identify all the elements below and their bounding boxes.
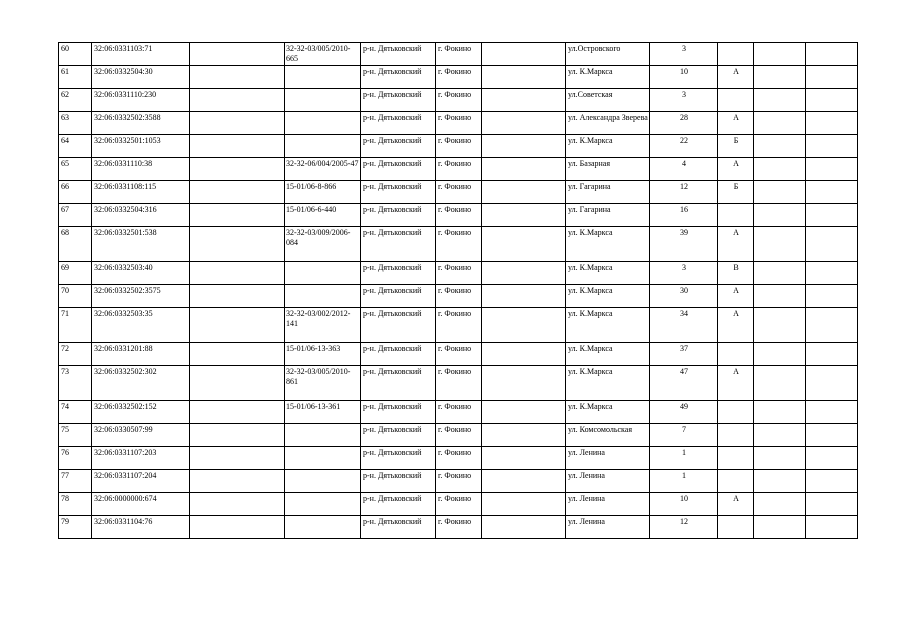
district-cell: р-н. Дятьковский — [361, 89, 436, 112]
street-cell: ул. Комсомольская — [566, 424, 650, 447]
empty-cell — [754, 447, 806, 470]
district-cell: р-н. Дятьковский — [361, 227, 436, 262]
district-cell: р-н. Дятьковский — [361, 135, 436, 158]
house-number-cell: 49 — [650, 401, 718, 424]
empty-cell — [806, 158, 858, 181]
empty-cell — [754, 285, 806, 308]
empty-cell — [754, 470, 806, 493]
table-row — [59, 204, 858, 227]
row-number-cell: 62 — [59, 89, 92, 112]
registration-number-cell — [285, 447, 361, 470]
city-cell: г. Фокино — [436, 66, 482, 89]
empty-cell — [190, 285, 285, 308]
cadastral-number-cell: 32:06:0332502:3575 — [92, 285, 190, 308]
city-cell: г. Фокино — [436, 43, 482, 66]
building-letter-cell — [718, 470, 754, 493]
row-number-cell: 76 — [59, 447, 92, 470]
building-letter-cell: Б — [718, 181, 754, 204]
street-cell: ул. Гагарина — [566, 181, 650, 204]
building-letter-cell: А — [718, 285, 754, 308]
street-cell: ул. Ленина — [566, 470, 650, 493]
house-number-cell: 3 — [650, 89, 718, 112]
street-cell: ул. Базарная — [566, 158, 650, 181]
building-letter-cell: В — [718, 262, 754, 285]
empty-cell — [806, 493, 858, 516]
empty-cell — [754, 262, 806, 285]
building-letter-cell — [718, 343, 754, 366]
empty-cell — [754, 227, 806, 262]
registration-number-cell — [285, 262, 361, 285]
district-cell: р-н. Дятьковский — [361, 424, 436, 447]
table-row — [59, 401, 858, 424]
table-row — [59, 112, 858, 135]
empty-cell — [482, 366, 566, 401]
street-cell: ул. К.Маркса — [566, 343, 650, 366]
city-cell: г. Фокино — [436, 516, 482, 539]
row-number-cell: 74 — [59, 401, 92, 424]
empty-cell — [754, 43, 806, 66]
house-number-cell: 30 — [650, 285, 718, 308]
empty-cell — [806, 516, 858, 539]
empty-cell — [806, 366, 858, 401]
empty-cell — [190, 308, 285, 343]
row-number-cell: 79 — [59, 516, 92, 539]
empty-cell — [190, 493, 285, 516]
empty-cell — [482, 493, 566, 516]
building-letter-cell — [718, 204, 754, 227]
empty-cell — [806, 470, 858, 493]
empty-cell — [806, 43, 858, 66]
house-number-cell: 10 — [650, 66, 718, 89]
street-cell: ул. Ленина — [566, 493, 650, 516]
building-letter-cell: А — [718, 112, 754, 135]
house-number-cell: 1 — [650, 447, 718, 470]
street-cell: ул. К.Маркса — [566, 401, 650, 424]
row-number-cell: 61 — [59, 66, 92, 89]
building-letter-cell: А — [718, 493, 754, 516]
registration-number-cell: 15-01/06-8-866 — [285, 181, 361, 204]
house-number-cell: 4 — [650, 158, 718, 181]
empty-cell — [190, 470, 285, 493]
building-letter-cell — [718, 89, 754, 112]
empty-cell — [190, 66, 285, 89]
district-cell: р-н. Дятьковский — [361, 493, 436, 516]
street-cell: ул. К.Маркса — [566, 308, 650, 343]
cadastral-number-cell: 32:06:0330507:99 — [92, 424, 190, 447]
registration-number-cell — [285, 516, 361, 539]
street-cell: ул. Ленина — [566, 447, 650, 470]
cadastral-number-cell: 32:06:0332501:538 — [92, 227, 190, 262]
district-cell: р-н. Дятьковский — [361, 66, 436, 89]
building-letter-cell: А — [718, 227, 754, 262]
cadastral-number-cell: 32:06:0000000:674 — [92, 493, 190, 516]
district-cell: р-н. Дятьковский — [361, 112, 436, 135]
row-number-cell: 66 — [59, 181, 92, 204]
empty-cell — [806, 401, 858, 424]
empty-cell — [754, 66, 806, 89]
empty-cell — [190, 89, 285, 112]
house-number-cell: 39 — [650, 227, 718, 262]
empty-cell — [482, 158, 566, 181]
cadastral-number-cell: 32:06:0331104:76 — [92, 516, 190, 539]
district-cell: р-н. Дятьковский — [361, 516, 436, 539]
house-number-cell: 12 — [650, 181, 718, 204]
house-number-cell: 7 — [650, 424, 718, 447]
table-row — [59, 135, 858, 158]
table-row — [59, 308, 858, 343]
empty-cell — [482, 135, 566, 158]
registration-number-cell: 32-32-03/009/2006-084 — [285, 227, 361, 262]
city-cell: г. Фокино — [436, 285, 482, 308]
registration-number-cell: 15-01/06-13-361 — [285, 401, 361, 424]
empty-cell — [754, 401, 806, 424]
street-cell: ул. К.Маркса — [566, 366, 650, 401]
empty-cell — [806, 66, 858, 89]
district-cell: р-н. Дятьковский — [361, 181, 436, 204]
empty-cell — [190, 366, 285, 401]
cadastral-number-cell: 32:06:0332502:302 — [92, 366, 190, 401]
house-number-cell: 1 — [650, 470, 718, 493]
empty-cell — [806, 204, 858, 227]
district-cell: р-н. Дятьковский — [361, 470, 436, 493]
empty-cell — [190, 158, 285, 181]
building-letter-cell — [718, 43, 754, 66]
empty-cell — [482, 262, 566, 285]
city-cell: г. Фокино — [436, 89, 482, 112]
empty-cell — [482, 285, 566, 308]
empty-cell — [482, 343, 566, 366]
empty-cell — [482, 43, 566, 66]
table-row — [59, 262, 858, 285]
district-cell: р-н. Дятьковский — [361, 158, 436, 181]
row-number-cell: 78 — [59, 493, 92, 516]
cadastral-number-cell: 32:06:0331110:38 — [92, 158, 190, 181]
row-number-cell: 68 — [59, 227, 92, 262]
city-cell: г. Фокино — [436, 227, 482, 262]
table-row — [59, 447, 858, 470]
empty-cell — [754, 181, 806, 204]
table-row — [59, 493, 858, 516]
street-cell: ул.Островского — [566, 43, 650, 66]
row-number-cell: 64 — [59, 135, 92, 158]
registration-number-cell — [285, 285, 361, 308]
cadastral-number-cell: 32:06:0332503:40 — [92, 262, 190, 285]
street-cell: ул. К.Маркса — [566, 262, 650, 285]
registration-number-cell: 15-01/06-13-363 — [285, 343, 361, 366]
cadastral-number-cell: 32:06:0332503:35 — [92, 308, 190, 343]
row-number-cell: 77 — [59, 470, 92, 493]
empty-cell — [482, 470, 566, 493]
street-cell: ул. Ленина — [566, 516, 650, 539]
row-number-cell: 60 — [59, 43, 92, 66]
table-row — [59, 181, 858, 204]
cadastral-number-cell: 32:06:0332504:316 — [92, 204, 190, 227]
city-cell: г. Фокино — [436, 424, 482, 447]
empty-cell — [482, 447, 566, 470]
table-row — [59, 66, 858, 89]
empty-cell — [482, 204, 566, 227]
city-cell: г. Фокино — [436, 135, 482, 158]
empty-cell — [482, 424, 566, 447]
building-letter-cell: Б — [718, 135, 754, 158]
city-cell: г. Фокино — [436, 343, 482, 366]
cadastral-number-cell: 32:06:0331201:88 — [92, 343, 190, 366]
district-cell: р-н. Дятьковский — [361, 343, 436, 366]
registration-number-cell — [285, 135, 361, 158]
empty-cell — [190, 135, 285, 158]
empty-cell — [482, 89, 566, 112]
table-body — [59, 43, 858, 539]
street-cell: ул. К.Маркса — [566, 227, 650, 262]
row-number-cell: 63 — [59, 112, 92, 135]
house-number-cell: 3 — [650, 262, 718, 285]
empty-cell — [754, 493, 806, 516]
cadastral-number-cell: 32:06:0331110:230 — [92, 89, 190, 112]
empty-cell — [754, 308, 806, 343]
house-number-cell: 34 — [650, 308, 718, 343]
property-register-table — [58, 42, 858, 539]
district-cell: р-н. Дятьковский — [361, 204, 436, 227]
empty-cell — [806, 308, 858, 343]
row-number-cell: 72 — [59, 343, 92, 366]
house-number-cell: 22 — [650, 135, 718, 158]
building-letter-cell: А — [718, 158, 754, 181]
empty-cell — [190, 424, 285, 447]
empty-cell — [754, 112, 806, 135]
street-cell: ул. Гагарина — [566, 204, 650, 227]
empty-cell — [754, 366, 806, 401]
empty-cell — [806, 89, 858, 112]
city-cell: г. Фокино — [436, 308, 482, 343]
table-row — [59, 470, 858, 493]
house-number-cell: 47 — [650, 366, 718, 401]
empty-cell — [482, 227, 566, 262]
district-cell: р-н. Дятьковский — [361, 285, 436, 308]
building-letter-cell: А — [718, 308, 754, 343]
registration-number-cell — [285, 470, 361, 493]
empty-cell — [190, 227, 285, 262]
city-cell: г. Фокино — [436, 470, 482, 493]
district-cell: р-н. Дятьковский — [361, 262, 436, 285]
empty-cell — [190, 112, 285, 135]
cadastral-number-cell: 32:06:0332502:3588 — [92, 112, 190, 135]
table-row — [59, 516, 858, 539]
house-number-cell: 28 — [650, 112, 718, 135]
street-cell: ул. К.Маркса — [566, 135, 650, 158]
building-letter-cell — [718, 447, 754, 470]
empty-cell — [806, 343, 858, 366]
empty-cell — [482, 516, 566, 539]
building-letter-cell: А — [718, 366, 754, 401]
empty-cell — [806, 181, 858, 204]
city-cell: г. Фокино — [436, 366, 482, 401]
registration-number-cell — [285, 89, 361, 112]
table-row — [59, 227, 858, 262]
registration-number-cell — [285, 66, 361, 89]
row-number-cell: 71 — [59, 308, 92, 343]
registration-number-cell: 32-32-03/002/2012-141 — [285, 308, 361, 343]
empty-cell — [806, 227, 858, 262]
empty-cell — [754, 204, 806, 227]
street-cell: ул. К.Маркса — [566, 285, 650, 308]
empty-cell — [754, 158, 806, 181]
house-number-cell: 3 — [650, 43, 718, 66]
registration-number-cell: 15-01/06-6-440 — [285, 204, 361, 227]
empty-cell — [190, 43, 285, 66]
table-row — [59, 89, 858, 112]
cadastral-number-cell: 32:06:0332504:30 — [92, 66, 190, 89]
registration-number-cell: 32-32-03/005/2010-861 — [285, 366, 361, 401]
empty-cell — [482, 308, 566, 343]
cadastral-number-cell: 32:06:0331107:204 — [92, 470, 190, 493]
building-letter-cell — [718, 424, 754, 447]
table-row — [59, 43, 858, 66]
street-cell: ул. Александра Зверева — [566, 112, 650, 135]
empty-cell — [190, 181, 285, 204]
empty-cell — [482, 181, 566, 204]
empty-cell — [754, 135, 806, 158]
registration-number-cell — [285, 424, 361, 447]
district-cell: р-н. Дятьковский — [361, 366, 436, 401]
empty-cell — [190, 343, 285, 366]
district-cell: р-н. Дятьковский — [361, 447, 436, 470]
city-cell: г. Фокино — [436, 204, 482, 227]
table-row — [59, 366, 858, 401]
cadastral-number-cell: 32:06:0331103:71 — [92, 43, 190, 66]
city-cell: г. Фокино — [436, 493, 482, 516]
empty-cell — [806, 447, 858, 470]
empty-cell — [482, 112, 566, 135]
city-cell: г. Фокино — [436, 401, 482, 424]
row-number-cell: 73 — [59, 366, 92, 401]
empty-cell — [190, 262, 285, 285]
table-row — [59, 158, 858, 181]
empty-cell — [190, 204, 285, 227]
cadastral-number-cell: 32:06:0331108:115 — [92, 181, 190, 204]
table-row — [59, 424, 858, 447]
empty-cell — [190, 401, 285, 424]
row-number-cell: 67 — [59, 204, 92, 227]
table-row — [59, 343, 858, 366]
house-number-cell: 16 — [650, 204, 718, 227]
empty-cell — [482, 401, 566, 424]
registration-number-cell: 32-32-06/004/2005-47 — [285, 158, 361, 181]
empty-cell — [754, 424, 806, 447]
city-cell: г. Фокино — [436, 262, 482, 285]
building-letter-cell — [718, 401, 754, 424]
street-cell: ул. К.Маркса — [566, 66, 650, 89]
house-number-cell: 10 — [650, 493, 718, 516]
house-number-cell: 37 — [650, 343, 718, 366]
empty-cell — [806, 135, 858, 158]
registration-number-cell: 32-32-03/005/2010-665 — [285, 43, 361, 66]
cadastral-number-cell: 32:06:0332502:152 — [92, 401, 190, 424]
registration-number-cell — [285, 112, 361, 135]
city-cell: г. Фокино — [436, 447, 482, 470]
house-number-cell: 12 — [650, 516, 718, 539]
empty-cell — [190, 447, 285, 470]
street-cell: ул.Советская — [566, 89, 650, 112]
row-number-cell: 65 — [59, 158, 92, 181]
building-letter-cell: А — [718, 66, 754, 89]
empty-cell — [754, 516, 806, 539]
building-letter-cell — [718, 516, 754, 539]
empty-cell — [806, 262, 858, 285]
registration-number-cell — [285, 493, 361, 516]
city-cell: г. Фокино — [436, 158, 482, 181]
row-number-cell: 75 — [59, 424, 92, 447]
empty-cell — [754, 343, 806, 366]
empty-cell — [190, 516, 285, 539]
empty-cell — [806, 285, 858, 308]
district-cell: р-н. Дятьковский — [361, 401, 436, 424]
empty-cell — [806, 424, 858, 447]
cadastral-number-cell: 32:06:0331107:203 — [92, 447, 190, 470]
empty-cell — [754, 89, 806, 112]
district-cell: р-н. Дятьковский — [361, 308, 436, 343]
empty-cell — [806, 112, 858, 135]
row-number-cell: 69 — [59, 262, 92, 285]
city-cell: г. Фокино — [436, 181, 482, 204]
district-cell: р-н. Дятьковский — [361, 43, 436, 66]
table-row — [59, 285, 858, 308]
row-number-cell: 70 — [59, 285, 92, 308]
empty-cell — [482, 66, 566, 89]
cadastral-number-cell: 32:06:0332501:1053 — [92, 135, 190, 158]
city-cell: г. Фокино — [436, 112, 482, 135]
